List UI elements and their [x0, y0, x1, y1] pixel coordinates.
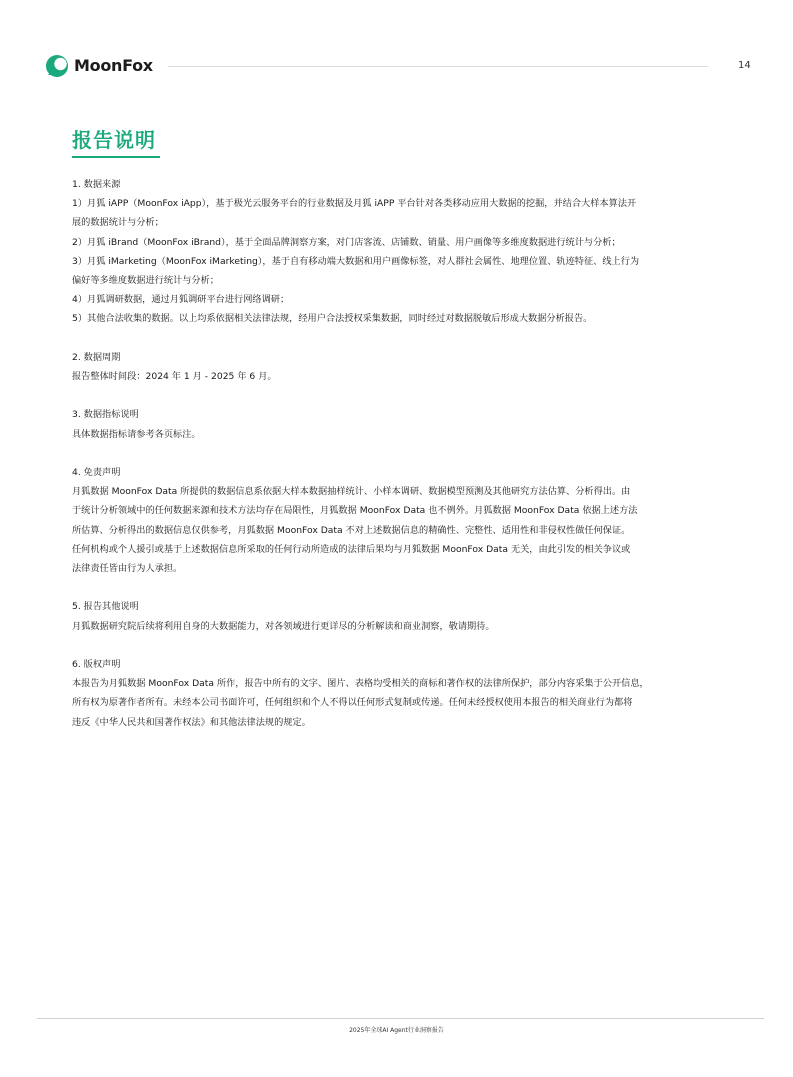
section-spacer	[72, 578, 724, 597]
paragraph-line: 偏好等多维度数据进行统计与分析；	[72, 275, 219, 287]
moonfox-logo	[45, 53, 153, 79]
page-title: 报告说明	[72, 128, 156, 152]
moonfox-logo-icon	[45, 54, 69, 78]
paragraph-line: 2）月狐 iBrand（MoonFox iBrand），基于全面品牌洞察方案，对门店客流、店铺数、销量、用户画像等多维度数据进行统计与分析；	[72, 236, 621, 248]
section-heading-copyright: 6. 版权声明	[72, 659, 121, 670]
header-divider	[168, 66, 708, 67]
title-underline	[72, 156, 160, 158]
footer-report-title: 2025年全球AI Agent行业洞察报告	[349, 1027, 444, 1034]
paragraph-line: 所估算、分析得出的数据信息仅供参考，月狐数据 MoonFox Data 不对上述数据信息的精确性、完整性、适用性和非侵权性做任何保证。	[72, 524, 631, 536]
section-heading-metrics: 3. 数据指标说明	[72, 409, 139, 421]
section-spacer	[72, 444, 724, 463]
section-heading-data-period: 2. 数据周期	[72, 351, 121, 363]
section-heading-data-source: 1. 数据来源	[72, 179, 121, 190]
paragraph-line: 月狐数据 MoonFox Data 所提供的数据信息系依据大样本数据抽样统计、小样本调研、数据模型预测及其他研究方法估算、分析得出。由	[72, 486, 631, 498]
paragraph-line: 3）月狐 iMarketing（MoonFox iMarketing），基于自有移动端大数据和用户画像标签，对人群社会属性、地理位置、轨迹特征、线上行为	[72, 255, 640, 267]
paragraph-line: 法律责任皆由行为人承担。	[72, 563, 183, 575]
page-header	[0, 0, 793, 100]
section-spacer	[72, 329, 724, 348]
paragraph-line: 月狐数据研究院后续将利用自身的大数据能力，对各领域进行更详尽的分析解读和商业洞察，敬请期待。	[72, 620, 495, 632]
paragraph-line: 4）月狐调研数据，通过月狐调研平台进行网络调研；	[72, 294, 290, 306]
paragraph-line: 具体数据指标请参考各页标注。	[72, 428, 201, 440]
paragraph-line: 1）月狐 iAPP（MoonFox iApp），基于极光云服务平台的行业数据及月狐 iAPP 平台针对各类移动应用大数据的挖掘，并结合大样本算法开	[72, 198, 637, 210]
footer-divider	[37, 1018, 764, 1019]
paragraph-line: 5）其他合法收集的数据。以上均系依据相关法律法规，经用户合法授权采集数据，同时经过对数据脱敏后形成大数据分析报告。	[72, 313, 593, 325]
paragraph-line: 任何机构或个人援引或基于上述数据信息所采取的任何行动所造成的法律后果均与月狐数据 MoonFox Data 无关，由此引发的相关争议或	[72, 543, 631, 555]
section-spacer	[72, 386, 724, 405]
section-heading-other-notes: 5. 报告其他说明	[72, 601, 139, 613]
report-notes	[72, 175, 724, 732]
paragraph-line: 报告整体时间段：2024 年 1 月 - 2025 年 6 月。	[72, 371, 277, 383]
paragraph-line: 展的数据统计与分析；	[72, 217, 164, 229]
section-spacer	[72, 636, 724, 655]
paragraph-line: 于统计分析领域中的任何数据来源和技术方法均存在局限性，月狐数据 MoonFox Data 也不例外。月狐数据 MoonFox Data 依据上述方法	[72, 505, 638, 517]
brand-name: MoonFox	[74, 56, 153, 75]
paragraph-line: 本报告为月狐数据 MoonFox Data 所作，报告中所有的文字、图片、表格均受相关的商标和著作权的法律所保护，部分内容采集于公开信息，	[72, 678, 649, 690]
paragraph-line: 所有权为原著作者所有。未经本公司书面许可，任何组织和个人不得以任何形式复制或传递。任何未经授权使用本报告的相关商业行为都将	[72, 697, 633, 709]
paragraph-line: 违反《中华人民共和国著作权法》和其他法律法规的规定。	[72, 716, 311, 728]
section-heading-disclaimer: 4. 免责声明	[72, 467, 121, 478]
page-number: 14	[738, 60, 751, 71]
